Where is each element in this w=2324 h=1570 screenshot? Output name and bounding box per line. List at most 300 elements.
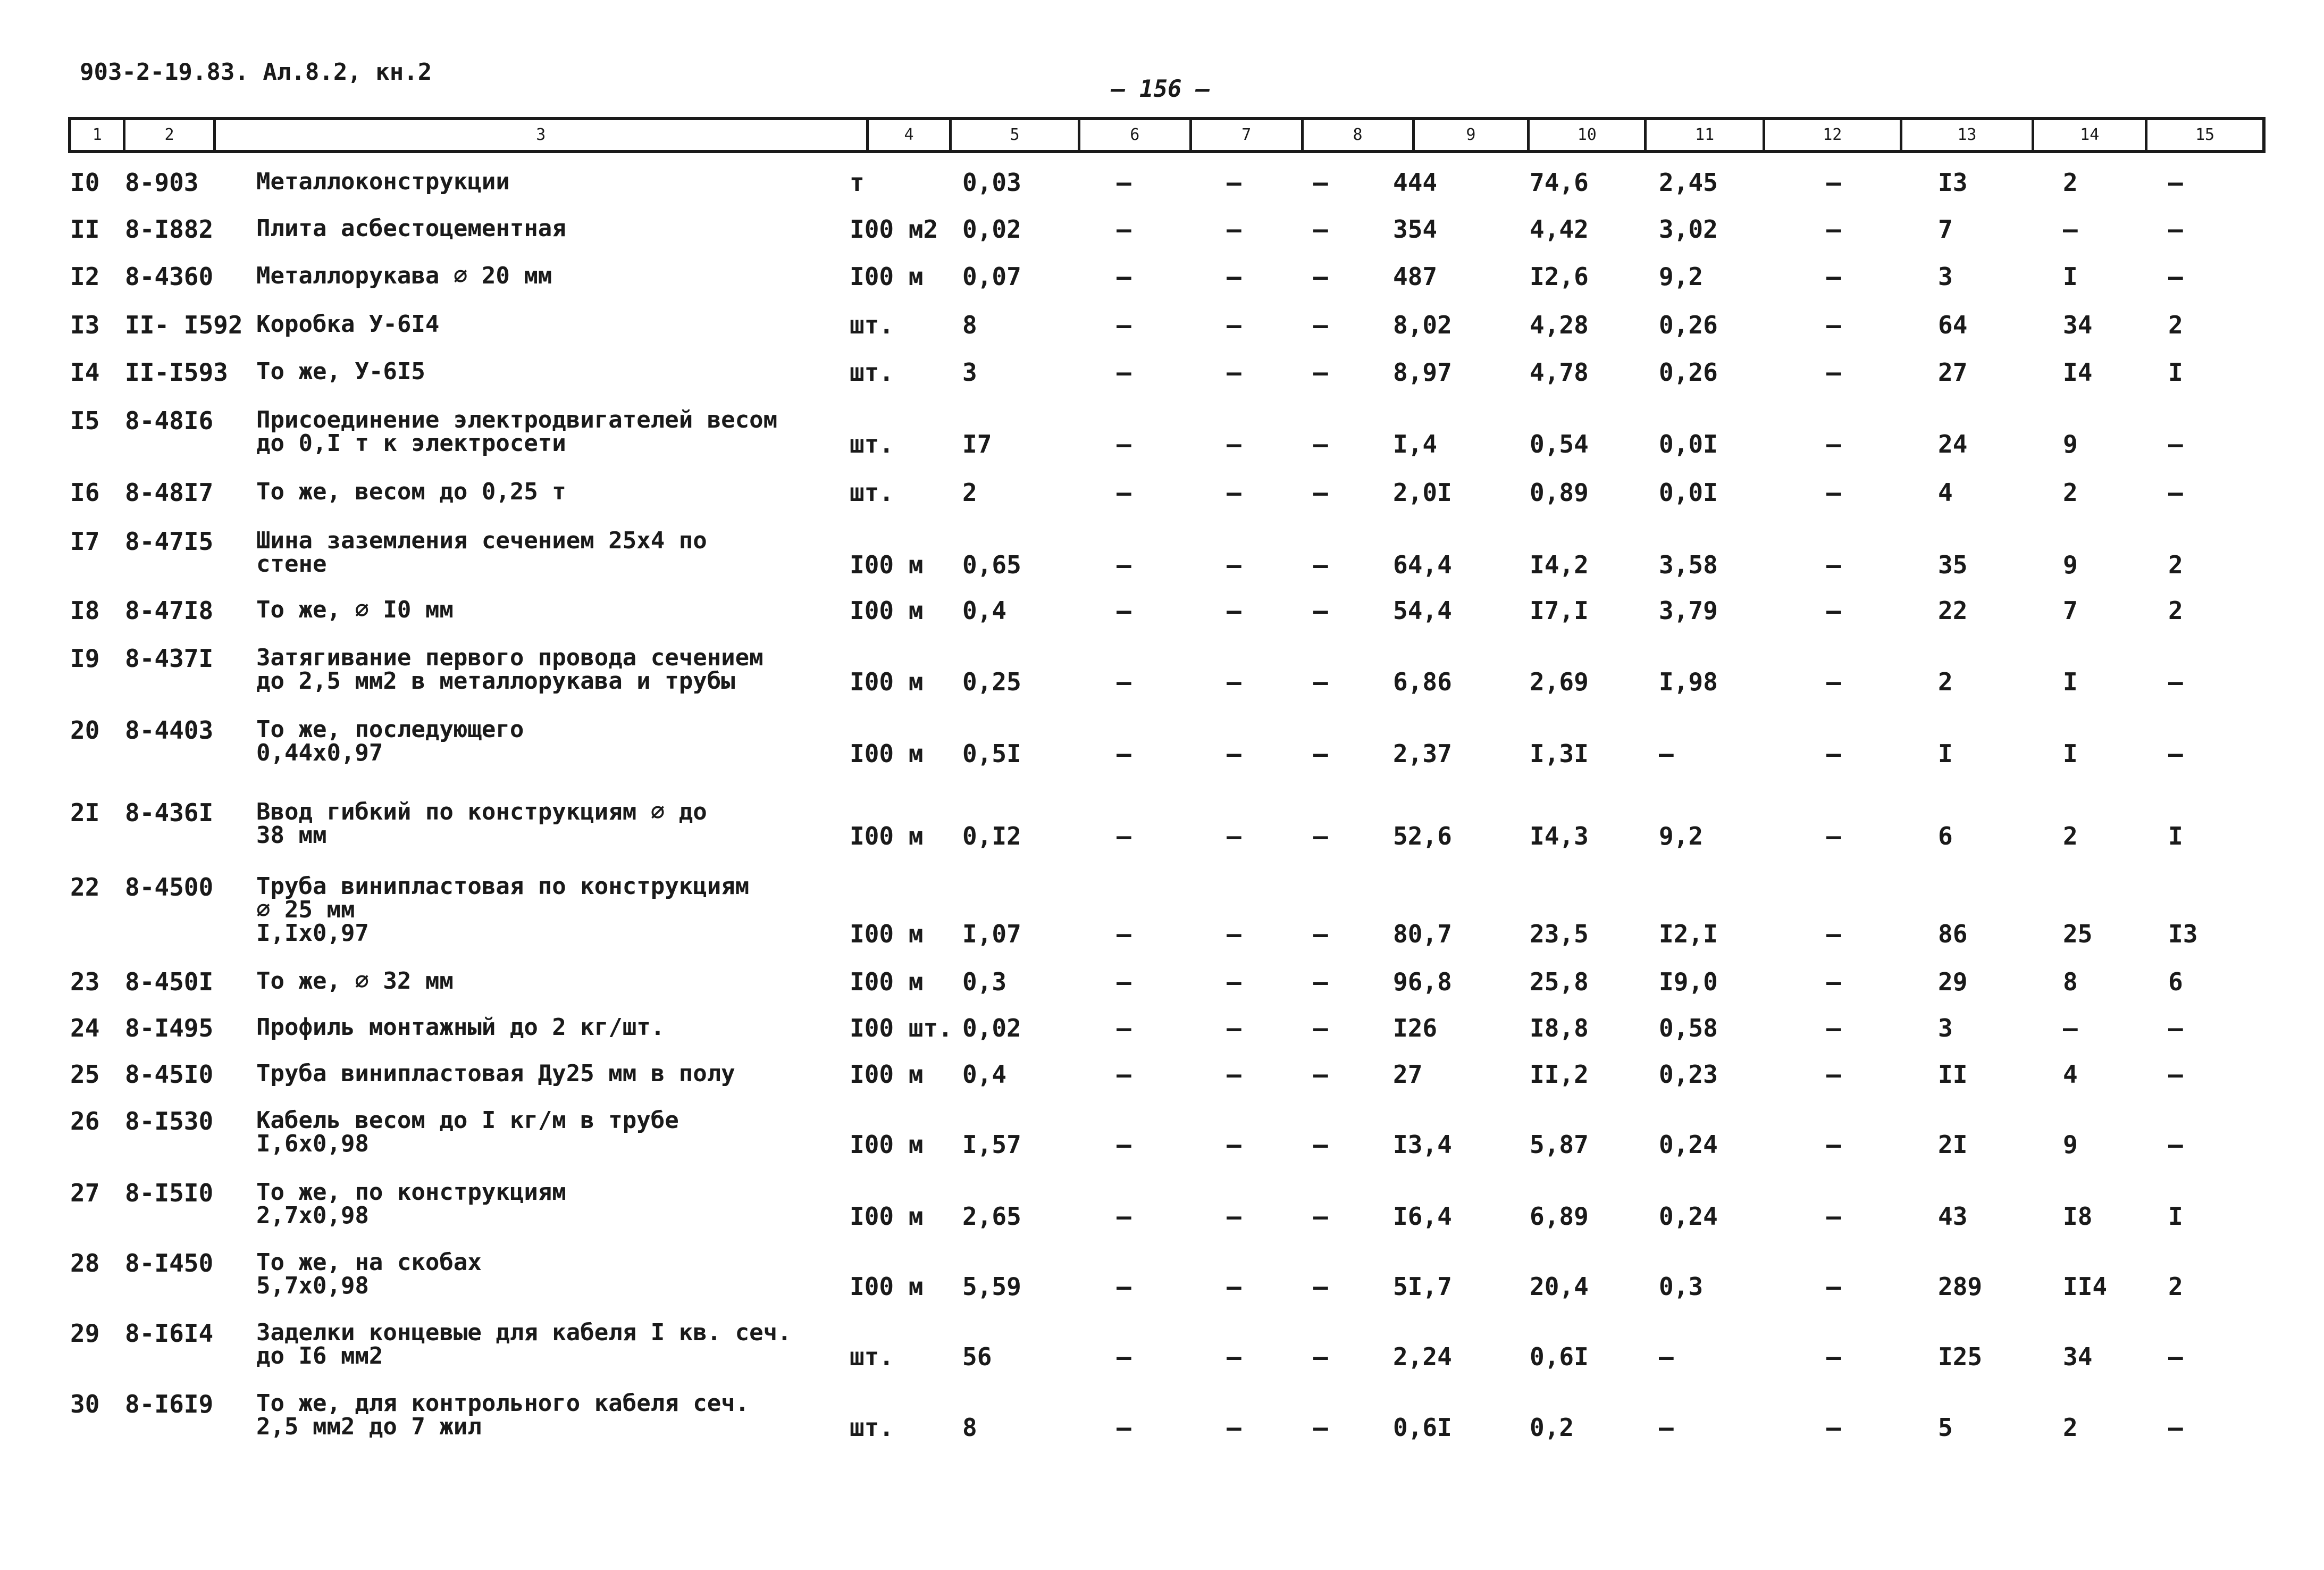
cell-n: I6	[70, 478, 100, 507]
cell-n: 27	[70, 1179, 100, 1207]
cell-c9: 8,02	[1393, 311, 1452, 339]
cell-qty: I,07	[962, 920, 1021, 948]
cell-unit: шт.	[850, 311, 894, 339]
cell-qty: 0,02	[962, 1014, 1021, 1042]
cell-c8: –	[1313, 667, 1328, 696]
cell-c7: –	[1227, 739, 1241, 768]
cell-c13: 64	[1938, 311, 1968, 339]
cell-c8: –	[1313, 215, 1328, 244]
cell-c15: –	[2168, 478, 2183, 507]
cell-c11: 3,79	[1659, 596, 1718, 625]
cell-c7: –	[1227, 262, 1241, 291]
cell-c12: –	[1826, 1060, 1841, 1089]
cell-c15: I	[2168, 1202, 2183, 1231]
cell-c9: 80,7	[1393, 920, 1452, 948]
cell-c10: 20,4	[1530, 1272, 1589, 1301]
cell-code: 8-47I8	[125, 596, 214, 625]
cell-c13: 289	[1938, 1272, 1983, 1301]
cell-code: 8-I450	[125, 1249, 214, 1277]
cell-c12: –	[1826, 311, 1841, 339]
cell-code: 8-437I	[125, 644, 214, 673]
cell-c7: –	[1227, 215, 1241, 244]
cell-c13: 27	[1938, 358, 1968, 387]
cell-c15: –	[2168, 215, 2183, 244]
cell-desc: Профиль монтажный до 2 кг/шт.	[256, 1014, 665, 1041]
cell-c7: –	[1227, 920, 1241, 948]
cell-c6: –	[1117, 550, 1131, 579]
cell-c9: 354	[1393, 215, 1438, 244]
cell-c10: II,2	[1530, 1060, 1589, 1089]
cell-code: 8-4403	[125, 716, 214, 745]
cell-c8: –	[1313, 596, 1328, 625]
cell-qty: 8	[962, 1413, 977, 1442]
cell-n: 28	[70, 1249, 100, 1277]
cell-c15: 2	[2168, 1272, 2183, 1301]
cell-c15: –	[2168, 262, 2183, 291]
cell-c15: I3	[2168, 920, 2198, 948]
cell-c13: 6	[1938, 822, 1953, 850]
cell-c9: 5I,7	[1393, 1272, 1452, 1301]
cell-c14: 4	[2063, 1060, 2078, 1089]
cell-c6: –	[1117, 311, 1131, 339]
cell-c8: –	[1313, 550, 1328, 579]
cell-c6: –	[1117, 478, 1131, 507]
cell-c7: –	[1227, 967, 1241, 996]
cell-n: 24	[70, 1014, 100, 1042]
cell-unit: I00 м2	[850, 215, 938, 244]
cell-c12: –	[1826, 739, 1841, 768]
cell-c6: –	[1117, 667, 1131, 696]
cell-n: II	[70, 215, 100, 244]
cell-c13: 35	[1938, 550, 1968, 579]
cell-code: 8-4360	[125, 262, 214, 291]
cell-code: 8-436I	[125, 798, 214, 827]
cell-c12: –	[1826, 358, 1841, 387]
cell-c12: –	[1826, 262, 1841, 291]
cell-c14: 9	[2063, 1130, 2078, 1159]
cell-c12: –	[1826, 1014, 1841, 1042]
cell-c15: –	[2168, 430, 2183, 458]
cell-c13: II	[1938, 1060, 1968, 1089]
cell-c11: I2,I	[1659, 920, 1718, 948]
cell-c10: I,3I	[1530, 739, 1589, 768]
cell-c11: 3,02	[1659, 215, 1718, 244]
cell-c15: –	[2168, 168, 2183, 197]
cell-c10: 0,89	[1530, 478, 1589, 507]
cell-c15: –	[2168, 1130, 2183, 1159]
cell-c9: 6,86	[1393, 667, 1452, 696]
cell-n: I4	[70, 358, 100, 387]
cell-c14: 7	[2063, 596, 2078, 625]
cell-c7: –	[1227, 822, 1241, 850]
cell-c15: I	[2168, 822, 2183, 850]
cell-c11: I,98	[1659, 667, 1718, 696]
column-header-13: 13	[1902, 120, 2035, 150]
column-header-3: 3	[216, 120, 869, 150]
cell-c9: 487	[1393, 262, 1438, 291]
cell-desc: Труба винипластовая Ду25 мм в полу	[256, 1060, 735, 1087]
cell-unit: I00 м	[850, 1130, 924, 1159]
cell-c8: –	[1313, 358, 1328, 387]
cell-unit: шт.	[850, 1342, 894, 1371]
cell-c14: –	[2063, 215, 2078, 244]
column-header-11: 11	[1647, 120, 1765, 150]
cell-qty: 8	[962, 311, 977, 339]
cell-c7: –	[1227, 358, 1241, 387]
cell-c9: 96,8	[1393, 967, 1452, 996]
cell-c6: –	[1117, 1130, 1131, 1159]
cell-c6: –	[1117, 168, 1131, 197]
cell-c9: 2,37	[1393, 739, 1452, 768]
cell-c13: I25	[1938, 1342, 1983, 1371]
cell-c13: 4	[1938, 478, 1953, 507]
cell-c10: I8,8	[1530, 1014, 1589, 1042]
document-code: 903-2-19.83. Ал.8.2, кн.2	[80, 59, 432, 86]
cell-c6: –	[1117, 358, 1131, 387]
cell-c6: –	[1117, 596, 1131, 625]
cell-c8: –	[1313, 967, 1328, 996]
cell-desc: Металлорукава ∅ 20 мм	[256, 262, 552, 289]
cell-c11: 0,58	[1659, 1014, 1718, 1042]
cell-c12: –	[1826, 168, 1841, 197]
cell-qty: 0,4	[962, 1060, 1007, 1089]
cell-desc: Плита асбестоцементная	[256, 215, 566, 242]
cell-c13: I	[1938, 739, 1953, 768]
cell-c7: –	[1227, 311, 1241, 339]
cell-c6: –	[1117, 739, 1131, 768]
cell-qty: 0,5I	[962, 739, 1021, 768]
cell-n: I3	[70, 311, 100, 339]
cell-c13: 2I	[1938, 1130, 1968, 1159]
cell-c10: 0,6I	[1530, 1342, 1589, 1371]
cell-c11: 0,0I	[1659, 430, 1718, 458]
cell-c15: 6	[2168, 967, 2183, 996]
cell-c9: 444	[1393, 168, 1438, 197]
cell-code: 8-I882	[125, 215, 214, 244]
cell-c12: –	[1826, 967, 1841, 996]
cell-c11: 0,26	[1659, 311, 1718, 339]
cell-qty: 0,25	[962, 667, 1021, 696]
cell-c9: I3,4	[1393, 1130, 1452, 1159]
cell-c12: –	[1826, 822, 1841, 850]
cell-c14: II4	[2063, 1272, 2108, 1301]
cell-c13: 3	[1938, 262, 1953, 291]
cell-c6: –	[1117, 1060, 1131, 1089]
cell-qty: 2,65	[962, 1202, 1021, 1231]
cell-c13: 2	[1938, 667, 1953, 696]
cell-c11: 9,2	[1659, 262, 1704, 291]
cell-c8: –	[1313, 430, 1328, 458]
cell-c15: –	[2168, 1060, 2183, 1089]
cell-c15: –	[2168, 739, 2183, 768]
cell-qty: 0,65	[962, 550, 1021, 579]
cell-unit: I00 м	[850, 596, 924, 625]
cell-c9: 2,0I	[1393, 478, 1452, 507]
cell-c6: –	[1117, 1202, 1131, 1231]
cell-code: 8-48I6	[125, 406, 214, 435]
cell-c7: –	[1227, 1130, 1241, 1159]
cell-desc: Затягивание первого провода сечением до 2,5 мм2 в металлорукава и трубы	[256, 644, 764, 695]
cell-n: 25	[70, 1060, 100, 1089]
cell-c15: –	[2168, 1342, 2183, 1371]
cell-c13: 86	[1938, 920, 1968, 948]
cell-c11: 2,45	[1659, 168, 1718, 197]
page-number: — 156 —	[1111, 76, 1210, 103]
cell-c13: 5	[1938, 1413, 1953, 1442]
cell-qty: I,57	[962, 1130, 1021, 1159]
cell-c10: I2,6	[1530, 262, 1589, 291]
cell-c8: –	[1313, 739, 1328, 768]
cell-unit: I00 м	[850, 262, 924, 291]
cell-c9: 0,6I	[1393, 1413, 1452, 1442]
cell-code: 8-450I	[125, 967, 214, 996]
cell-n: 23	[70, 967, 100, 996]
cell-c14: 9	[2063, 550, 2078, 579]
cell-c11: 0,24	[1659, 1202, 1718, 1231]
cell-unit: I00 м	[850, 1202, 924, 1231]
cell-c6: –	[1117, 430, 1131, 458]
column-header-12: 12	[1765, 120, 1902, 150]
cell-c7: –	[1227, 596, 1241, 625]
cell-c6: –	[1117, 920, 1131, 948]
cell-n: I9	[70, 644, 100, 673]
cell-c9: I6,4	[1393, 1202, 1452, 1231]
cell-c14: I4	[2063, 358, 2093, 387]
cell-unit: I00 м	[850, 667, 924, 696]
cell-n: I7	[70, 527, 100, 556]
cell-unit: т	[850, 168, 865, 197]
cell-c6: –	[1117, 1014, 1131, 1042]
cell-c6: –	[1117, 1342, 1131, 1371]
cell-c9: 52,6	[1393, 822, 1452, 850]
cell-c13: 22	[1938, 596, 1968, 625]
cell-code: 8-903	[125, 168, 199, 197]
cell-code: 8-I6I9	[125, 1390, 214, 1418]
cell-c10: I4,3	[1530, 822, 1589, 850]
cell-c7: –	[1227, 1342, 1241, 1371]
cell-c6: –	[1117, 967, 1131, 996]
cell-c8: –	[1313, 1342, 1328, 1371]
cell-n: I2	[70, 262, 100, 291]
cell-c10: 5,87	[1530, 1130, 1589, 1159]
cell-c8: –	[1313, 478, 1328, 507]
cell-unit: шт.	[850, 478, 894, 507]
cell-c9: 64,4	[1393, 550, 1452, 579]
cell-c14: I	[2063, 262, 2078, 291]
cell-c14: 34	[2063, 311, 2093, 339]
cell-n: 22	[70, 873, 100, 901]
cell-c8: –	[1313, 1413, 1328, 1442]
cell-desc: Коробка У-6I4	[256, 311, 440, 338]
cell-c6: –	[1117, 215, 1131, 244]
cell-c7: –	[1227, 1014, 1241, 1042]
cell-desc: Кабель весом до I кг/м в трубе I,6х0,98	[256, 1107, 679, 1157]
column-number-header	[68, 117, 2266, 153]
cell-qty: 0,3	[962, 967, 1007, 996]
cell-qty: 0,03	[962, 168, 1021, 197]
column-header-8: 8	[1304, 120, 1415, 150]
cell-c14: 8	[2063, 967, 2078, 996]
cell-desc: То же, для контрольного кабеля сеч. 2,5 мм2 до 7 жил	[256, 1390, 750, 1440]
cell-c9: 27	[1393, 1060, 1423, 1089]
cell-qty: 0,I2	[962, 822, 1021, 850]
cell-qty: 0,4	[962, 596, 1007, 625]
cell-c12: –	[1826, 1130, 1841, 1159]
cell-c13: 43	[1938, 1202, 1968, 1231]
cell-unit: I00 м	[850, 822, 924, 850]
cell-n: I5	[70, 406, 100, 435]
column-header-1: 1	[71, 120, 125, 150]
cell-c10: 74,6	[1530, 168, 1589, 197]
cell-unit: I00 м	[850, 920, 924, 948]
cell-unit: шт.	[850, 358, 894, 387]
cell-c11: –	[1659, 1342, 1674, 1371]
column-header-9: 9	[1415, 120, 1530, 150]
cell-c11: 9,2	[1659, 822, 1704, 850]
cell-c8: –	[1313, 822, 1328, 850]
cell-c8: –	[1313, 262, 1328, 291]
cell-n: I0	[70, 168, 100, 197]
cell-desc: То же, ∅ 32 мм	[256, 967, 454, 995]
cell-c8: –	[1313, 1130, 1328, 1159]
cell-c11: 3,58	[1659, 550, 1718, 579]
cell-desc: Заделки концевые для кабеля I кв. сеч. до I6 мм2	[256, 1319, 792, 1369]
cell-c15: I	[2168, 358, 2183, 387]
cell-desc: Металлоконструкции	[256, 168, 510, 195]
cell-c9: 54,4	[1393, 596, 1452, 625]
cell-c14: 2	[2063, 168, 2078, 197]
cell-desc: То же, У-6I5	[256, 358, 425, 385]
cell-c7: –	[1227, 478, 1241, 507]
cell-qty: 2	[962, 478, 977, 507]
cell-qty: 5,59	[962, 1272, 1021, 1301]
cell-c14: 25	[2063, 920, 2093, 948]
cell-c9: 8,97	[1393, 358, 1452, 387]
cell-c12: –	[1826, 430, 1841, 458]
cell-c12: –	[1826, 1342, 1841, 1371]
cell-c11: –	[1659, 739, 1674, 768]
column-header-5: 5	[952, 120, 1080, 150]
cell-c8: –	[1313, 1272, 1328, 1301]
cell-c7: –	[1227, 667, 1241, 696]
cell-c12: –	[1826, 1272, 1841, 1301]
cell-c12: –	[1826, 1202, 1841, 1231]
cell-c10: 4,28	[1530, 311, 1589, 339]
column-header-14: 14	[2034, 120, 2147, 150]
cell-unit: I00 м	[850, 739, 924, 768]
cell-n: I8	[70, 596, 100, 625]
cell-c12: –	[1826, 550, 1841, 579]
cell-code: 8-45I0	[125, 1060, 214, 1089]
cell-n: 20	[70, 716, 100, 745]
cell-c12: –	[1826, 596, 1841, 625]
cell-n: 2I	[70, 798, 100, 827]
cell-c6: –	[1117, 262, 1131, 291]
cell-desc: Шина заземления сечением 25х4 по стене	[256, 527, 707, 578]
cell-c11: 0,23	[1659, 1060, 1718, 1089]
cell-c6: –	[1117, 1413, 1131, 1442]
cell-c8: –	[1313, 1060, 1328, 1089]
cell-c7: –	[1227, 1272, 1241, 1301]
cell-c13: 29	[1938, 967, 1968, 996]
cell-c8: –	[1313, 1014, 1328, 1042]
cell-desc: Труба винипластовая по конструкциям ∅ 25 мм I,Iх0,97	[256, 873, 750, 947]
cell-c9: I26	[1393, 1014, 1438, 1042]
cell-c10: 6,89	[1530, 1202, 1589, 1231]
cell-c14: –	[2063, 1014, 2078, 1042]
cell-code: 8-I495	[125, 1014, 214, 1042]
cell-c10: 4,42	[1530, 215, 1589, 244]
cell-desc: То же, ∅ I0 мм	[256, 596, 454, 623]
cell-code: 8-47I5	[125, 527, 214, 556]
column-header-10: 10	[1530, 120, 1647, 150]
cell-c10: 4,78	[1530, 358, 1589, 387]
cell-c8: –	[1313, 920, 1328, 948]
cell-c6: –	[1117, 1272, 1131, 1301]
cell-c14: 2	[2063, 1413, 2078, 1442]
cell-c11: –	[1659, 1413, 1674, 1442]
cell-n: 26	[70, 1107, 100, 1135]
cell-c7: –	[1227, 1413, 1241, 1442]
cell-c7: –	[1227, 168, 1241, 197]
cell-desc: То же, последующего 0,44х0,97	[256, 716, 524, 766]
cell-c14: 34	[2063, 1342, 2093, 1371]
cell-code: 8-48I7	[125, 478, 214, 507]
column-header-4: 4	[869, 120, 952, 150]
cell-c15: –	[2168, 1413, 2183, 1442]
cell-qty: 0,07	[962, 262, 1021, 291]
column-header-2: 2	[125, 120, 215, 150]
column-header-15: 15	[2195, 126, 2215, 144]
cell-c12: –	[1826, 1413, 1841, 1442]
cell-c14: 2	[2063, 822, 2078, 850]
cell-qty: 56	[962, 1342, 992, 1371]
cell-c10: 2,69	[1530, 667, 1589, 696]
cell-c15: –	[2168, 667, 2183, 696]
cell-code: 8-I6I4	[125, 1319, 214, 1348]
cell-c11: 0,24	[1659, 1130, 1718, 1159]
cell-n: 29	[70, 1319, 100, 1348]
cell-c6: –	[1117, 822, 1131, 850]
cell-c7: –	[1227, 1202, 1241, 1231]
cell-c13: 24	[1938, 430, 1968, 458]
cell-code: 8-I530	[125, 1107, 214, 1135]
cell-unit: I00 м	[850, 1272, 924, 1301]
cell-desc: То же, по конструкциям 2,7х0,98	[256, 1179, 566, 1229]
cell-c10: I7,I	[1530, 596, 1589, 625]
cell-c10: 0,2	[1530, 1413, 1574, 1442]
cell-code: II-I593	[125, 358, 228, 387]
cell-c7: –	[1227, 1060, 1241, 1089]
cell-c12: –	[1826, 478, 1841, 507]
cell-code: 8-4500	[125, 873, 214, 901]
cell-c13: I3	[1938, 168, 1968, 197]
cell-c10: 23,5	[1530, 920, 1589, 948]
cell-c10: 25,8	[1530, 967, 1589, 996]
cell-unit: I00 м	[850, 550, 924, 579]
cell-desc: Ввод гибкий по конструкциям ∅ до 38 мм	[256, 798, 707, 849]
cell-c11: 0,26	[1659, 358, 1718, 387]
cell-c8: –	[1313, 1202, 1328, 1231]
cell-c14: I	[2063, 667, 2078, 696]
cell-c11: 0,3	[1659, 1272, 1704, 1301]
cell-code: 8-I5I0	[125, 1179, 214, 1207]
cell-c12: –	[1826, 667, 1841, 696]
cell-c13: 3	[1938, 1014, 1953, 1042]
cell-unit: шт.	[850, 430, 894, 458]
cell-unit: I00 шт.	[850, 1014, 953, 1042]
cell-c11: 0,0I	[1659, 478, 1718, 507]
